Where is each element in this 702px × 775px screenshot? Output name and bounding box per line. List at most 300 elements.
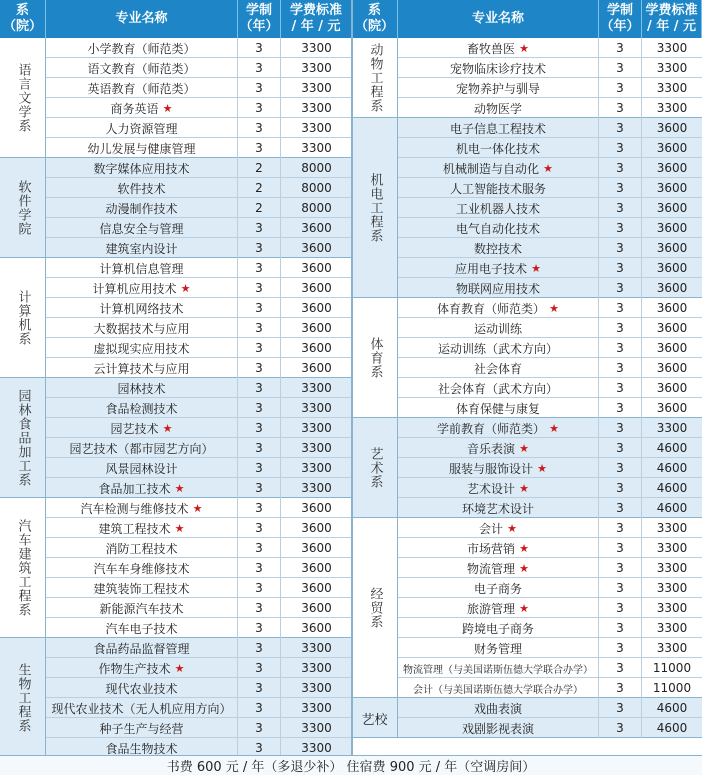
dept-name: 艺术系	[367, 447, 383, 489]
table-row	[46, 98, 352, 118]
fee-cell: 3300	[301, 401, 332, 415]
major-name: 服装与服饰设计	[449, 461, 534, 476]
table-row	[398, 538, 702, 558]
years-cell: 3	[238, 538, 281, 558]
major-name-cell	[46, 278, 238, 298]
fee-cell: 3300	[301, 101, 332, 115]
dept-label	[0, 258, 46, 378]
years-cell: 3	[238, 678, 281, 698]
featured-star-icon: ★	[162, 421, 173, 435]
years-cell: 3	[599, 198, 642, 218]
major-name-cell	[46, 238, 238, 258]
major-name: 工业机器人技术	[455, 201, 540, 216]
major-name-cell	[46, 618, 238, 638]
major-name-cell	[46, 458, 238, 478]
fee-cell: 11000	[652, 681, 692, 695]
major-name-cell	[46, 438, 238, 458]
major-name: 人工智能技术服务	[449, 181, 546, 196]
table-row	[46, 358, 352, 378]
major-name: 体育保健与康复	[455, 401, 540, 416]
featured-star-icon: ★	[174, 481, 185, 495]
years-cell: 3	[599, 298, 642, 318]
major-name: 音乐表演	[467, 441, 516, 456]
fee-cell: 3300	[301, 641, 332, 655]
years-cell: 3	[599, 58, 642, 78]
major-name: 物流管理（与美国诺斯伍德大学联合办学）	[403, 664, 593, 676]
years-cell: 3	[599, 238, 642, 258]
major-name: 建筑室内设计	[105, 241, 178, 256]
fee-cell: 3600	[301, 541, 332, 555]
major-name-cell	[46, 118, 238, 138]
major-name-cell	[398, 118, 599, 138]
table-row	[398, 578, 702, 598]
table-row	[398, 558, 702, 578]
dept-group	[0, 38, 352, 158]
major-name: 跨境电子商务	[461, 621, 534, 636]
years-cell: 3	[599, 278, 642, 298]
table-row	[398, 518, 702, 538]
table-row	[398, 398, 702, 418]
featured-star-icon: ★	[537, 461, 547, 475]
table-row	[46, 578, 352, 598]
right-table-header	[352, 0, 702, 38]
dept-group	[352, 118, 702, 298]
table-row	[398, 338, 702, 358]
major-name: 建筑装饰工程技术	[93, 581, 190, 596]
featured-star-icon: ★	[519, 41, 529, 55]
major-name: 园艺技术	[110, 421, 159, 436]
years-cell: 2	[238, 198, 281, 218]
dept-label	[352, 298, 398, 418]
major-name-cell	[398, 78, 599, 98]
major-name-cell	[46, 138, 238, 158]
major-name-cell	[46, 378, 238, 398]
fee-cell: 3300	[301, 741, 332, 755]
major-name: 软件技术	[117, 181, 166, 196]
years-cell: 3	[599, 498, 642, 518]
major-name: 云计算技术与应用	[93, 361, 190, 376]
major-name-cell	[46, 258, 238, 278]
table-row	[398, 378, 702, 398]
major-name: 旅游管理	[467, 601, 516, 616]
fee-cell: 3600	[656, 381, 688, 395]
table-row	[46, 618, 352, 638]
major-name-cell	[398, 478, 599, 498]
fee-cell: 3300	[301, 61, 332, 75]
fee-cell: 3300	[656, 61, 688, 75]
major-name: 园艺技术（都市园艺方向）	[69, 441, 214, 456]
table-row	[398, 358, 702, 378]
table-row	[46, 138, 352, 158]
fee-cell: 8000	[301, 181, 332, 195]
fee-cell: 3300	[301, 681, 332, 695]
featured-star-icon: ★	[549, 301, 559, 315]
major-name-cell	[398, 618, 599, 638]
table-row	[46, 658, 352, 678]
table-row	[398, 178, 702, 198]
years-cell: 3	[238, 378, 281, 398]
years-cell: 3	[599, 638, 642, 658]
years-cell: 3	[599, 698, 642, 718]
years-cell: 3	[599, 538, 642, 558]
years-cell: 3	[599, 678, 642, 698]
major-name: 食品生物技术	[105, 741, 178, 756]
major-name: 会计（与美国诺斯伍德大学联合办学）	[413, 684, 583, 696]
fee-cell: 3300	[656, 541, 688, 555]
dept-name: 艺校	[361, 712, 388, 728]
table-row	[398, 498, 702, 518]
header-years: 学制 （年）	[238, 0, 281, 38]
major-name-cell	[398, 158, 599, 178]
major-name: 物流管理	[467, 561, 516, 576]
fee-cell: 3600	[301, 221, 332, 235]
years-cell: 3	[238, 618, 281, 638]
years-cell: 3	[599, 598, 642, 618]
years-cell: 3	[238, 698, 281, 718]
fee-cell: 3300	[301, 141, 332, 155]
years-cell: 3	[599, 558, 642, 578]
table-row	[46, 78, 352, 98]
major-name: 信息安全与管理	[99, 221, 184, 236]
table-row	[46, 58, 352, 78]
table-row	[46, 218, 352, 238]
dept-name: 园林食品加工系	[15, 389, 31, 487]
major-name: 商务英语	[110, 101, 159, 116]
dept-group	[352, 698, 702, 738]
fee-cell: 3600	[301, 621, 332, 635]
featured-star-icon: ★	[180, 281, 191, 295]
header-years: 学制 （年）	[599, 0, 642, 38]
major-name: 市场营销	[467, 541, 516, 556]
major-name-cell	[398, 298, 599, 318]
fee-cell: 3600	[301, 341, 332, 355]
dept-name: 动物工程系	[367, 43, 383, 113]
fee-cell: 3300	[656, 561, 688, 575]
dept-group	[0, 258, 352, 378]
major-name-cell	[46, 478, 238, 498]
left-fee-table	[0, 0, 352, 758]
table-row	[398, 698, 702, 718]
fee-cell: 3300	[301, 481, 332, 495]
major-name: 机电一体化技术	[455, 141, 540, 156]
major-name: 会计	[479, 521, 504, 536]
years-cell: 3	[599, 478, 642, 498]
major-name-cell	[46, 78, 238, 98]
fee-cell: 4600	[656, 461, 688, 475]
years-cell: 3	[599, 118, 642, 138]
fee-cell: 3600	[656, 121, 688, 135]
fee-cell: 3600	[656, 301, 688, 315]
fee-cell: 4600	[656, 481, 688, 495]
years-cell: 3	[238, 278, 281, 298]
major-name-cell	[46, 358, 238, 378]
table-row	[398, 278, 702, 298]
header-major: 专业名称	[398, 0, 599, 38]
table-row	[46, 458, 352, 478]
major-name: 物联网应用技术	[455, 281, 540, 296]
table-row	[46, 558, 352, 578]
dept-name: 汽车建筑工程系	[15, 519, 31, 617]
major-name: 食品加工技术	[98, 481, 171, 496]
major-name: 汽车车身维修技术	[93, 561, 190, 576]
major-name: 运动训练	[473, 321, 522, 336]
featured-star-icon: ★	[162, 101, 173, 115]
major-name-cell	[398, 438, 599, 458]
years-cell: 3	[238, 138, 281, 158]
fee-cell: 3300	[301, 41, 332, 55]
major-name-cell	[46, 418, 238, 438]
major-name: 种子生产与经营	[99, 721, 184, 736]
major-name: 英语教育（师范类）	[87, 81, 196, 96]
major-name-cell	[398, 98, 599, 118]
table-row	[398, 298, 702, 318]
fee-cell: 3600	[656, 161, 688, 175]
dept-group	[0, 498, 352, 638]
dept-label	[352, 418, 398, 518]
major-name-cell	[46, 318, 238, 338]
major-name: 风景园林设计	[105, 461, 178, 476]
fee-cell: 3300	[656, 641, 688, 655]
dept-label	[352, 38, 398, 118]
major-name-cell	[398, 358, 599, 378]
fee-cell: 3600	[301, 281, 332, 295]
years-cell: 3	[238, 118, 281, 138]
table-row	[46, 518, 352, 538]
years-cell: 3	[599, 578, 642, 598]
dept-name: 语言文学系	[15, 63, 31, 133]
major-name-cell	[398, 718, 599, 738]
fee-cell: 3600	[301, 261, 332, 275]
fee-cell: 3600	[656, 341, 688, 355]
table-row	[46, 198, 352, 218]
major-name-cell	[398, 378, 599, 398]
years-cell: 3	[599, 218, 642, 238]
featured-star-icon: ★	[507, 521, 517, 535]
fee-cell: 3600	[656, 181, 688, 195]
fee-cell: 4600	[656, 441, 688, 455]
major-name: 作物生产技术	[98, 661, 171, 676]
table-row	[398, 598, 702, 618]
table-row	[46, 418, 352, 438]
major-name: 电子商务	[473, 581, 522, 596]
years-cell: 3	[599, 458, 642, 478]
major-name-cell	[46, 578, 238, 598]
major-name: 计算机网络技术	[99, 301, 184, 316]
featured-star-icon: ★	[519, 601, 529, 615]
fee-cell: 3300	[301, 121, 332, 135]
table-row	[46, 498, 352, 518]
years-cell: 3	[238, 478, 281, 498]
major-name-cell	[46, 178, 238, 198]
header-fee: 学费标准 / 年 / 元	[281, 0, 352, 38]
major-name-cell	[46, 538, 238, 558]
table-row	[46, 638, 352, 658]
table-row	[398, 98, 702, 118]
major-name: 计算机信息管理	[99, 261, 184, 276]
table-row	[46, 118, 352, 138]
years-cell: 3	[599, 518, 642, 538]
major-name: 小学教育（师范类）	[87, 41, 196, 56]
major-name-cell	[46, 698, 238, 718]
dept-label	[352, 698, 398, 738]
major-name-cell	[398, 58, 599, 78]
years-cell: 3	[599, 78, 642, 98]
years-cell: 3	[599, 618, 642, 638]
major-name: 财务管理	[473, 641, 522, 656]
featured-star-icon: ★	[549, 421, 559, 435]
dept-group	[352, 38, 702, 118]
table-divider	[351, 0, 353, 755]
major-name-cell	[46, 558, 238, 578]
major-name-cell	[46, 658, 238, 678]
table-row	[398, 118, 702, 138]
featured-star-icon: ★	[519, 441, 529, 455]
major-name: 宠物养护与驯导	[455, 81, 540, 96]
years-cell: 3	[599, 318, 642, 338]
table-row	[398, 58, 702, 78]
dept-group	[0, 158, 352, 258]
table-row	[46, 398, 352, 418]
years-cell: 3	[599, 338, 642, 358]
table-row	[46, 598, 352, 618]
years-cell: 3	[238, 98, 281, 118]
table-row	[46, 258, 352, 278]
fee-cell: 3600	[656, 241, 688, 255]
major-name-cell	[46, 338, 238, 358]
fee-cell: 3600	[301, 561, 332, 575]
right-fee-table	[352, 0, 702, 738]
major-name-cell	[46, 158, 238, 178]
table-row	[398, 38, 702, 58]
years-cell: 3	[238, 418, 281, 438]
major-name: 新能源汽车技术	[99, 601, 184, 616]
years-cell: 3	[238, 398, 281, 418]
table-row	[398, 218, 702, 238]
major-name-cell	[398, 418, 599, 438]
fee-cell: 4600	[656, 721, 688, 735]
fee-cell: 3600	[301, 581, 332, 595]
fee-cell: 3300	[301, 81, 332, 95]
years-cell: 3	[238, 498, 281, 518]
major-name-cell	[398, 38, 599, 58]
dept-label	[352, 518, 398, 698]
table-row	[46, 698, 352, 718]
years-cell: 3	[599, 658, 642, 678]
major-name-cell	[398, 138, 599, 158]
fee-cell: 3300	[301, 381, 332, 395]
header-dept: 系 （院）	[0, 0, 46, 38]
table-row	[46, 38, 352, 58]
major-name: 现代农业技术（无人机应用方向）	[51, 701, 232, 716]
major-name: 大数据技术与应用	[93, 321, 190, 336]
years-cell: 3	[238, 578, 281, 598]
major-name-cell	[398, 338, 599, 358]
years-cell: 3	[238, 38, 281, 58]
major-name: 幼儿发展与健康管理	[87, 141, 196, 156]
featured-star-icon: ★	[543, 161, 553, 175]
years-cell: 3	[599, 98, 642, 118]
major-name: 应用电子技术	[455, 261, 528, 276]
major-name-cell	[398, 538, 599, 558]
major-name-cell	[46, 38, 238, 58]
dept-name: 机电工程系	[367, 173, 383, 243]
major-name: 人力资源管理	[105, 121, 178, 136]
years-cell: 3	[599, 378, 642, 398]
major-name-cell	[398, 698, 599, 718]
years-cell: 3	[238, 438, 281, 458]
table-row	[46, 538, 352, 558]
major-name-cell	[46, 98, 238, 118]
table-row	[46, 478, 352, 498]
table-row	[398, 78, 702, 98]
featured-star-icon: ★	[519, 561, 529, 575]
table-row	[46, 338, 352, 358]
major-name: 汽车检测与维修技术	[80, 501, 189, 516]
fee-cell: 3600	[656, 221, 688, 235]
major-name-cell	[398, 598, 599, 618]
dept-label	[0, 498, 46, 638]
table-row	[46, 298, 352, 318]
table-row	[398, 678, 702, 698]
major-name: 食品药品监督管理	[93, 641, 190, 656]
years-cell: 3	[238, 718, 281, 738]
years-cell: 3	[238, 58, 281, 78]
fee-cell: 3300	[656, 81, 688, 95]
years-cell: 3	[599, 718, 642, 738]
table-row	[398, 618, 702, 638]
years-cell: 3	[599, 418, 642, 438]
fee-cell: 3600	[656, 201, 688, 215]
fee-cell: 3300	[656, 621, 688, 635]
major-name-cell	[398, 678, 599, 698]
major-name-cell	[398, 458, 599, 478]
fee-cell: 3600	[301, 521, 332, 535]
major-name: 体育教育（师范类）	[437, 301, 546, 316]
table-row	[398, 198, 702, 218]
major-name: 环境艺术设计	[461, 501, 534, 516]
years-cell: 3	[238, 238, 281, 258]
featured-star-icon: ★	[174, 521, 185, 535]
fee-cell: 8000	[301, 161, 332, 175]
major-name: 园林技术	[117, 381, 166, 396]
fee-cell: 3600	[301, 361, 332, 375]
major-name-cell	[398, 278, 599, 298]
major-name-cell	[46, 598, 238, 618]
table-row	[46, 278, 352, 298]
years-cell: 2	[238, 158, 281, 178]
featured-star-icon: ★	[531, 261, 541, 275]
fee-cell: 3300	[656, 41, 688, 55]
table-row	[398, 318, 702, 338]
major-name: 现代农业技术	[105, 681, 178, 696]
major-name: 电子信息工程技术	[449, 121, 546, 136]
fee-cell: 3600	[656, 281, 688, 295]
fee-cell: 3600	[656, 141, 688, 155]
fee-cell: 3600	[301, 241, 332, 255]
table-row	[46, 178, 352, 198]
table-row	[398, 138, 702, 158]
fee-cell: 3300	[656, 421, 688, 435]
major-name: 虚拟现实应用技术	[93, 341, 190, 356]
dept-label	[0, 158, 46, 258]
major-name: 戏曲表演	[473, 701, 522, 716]
years-cell: 3	[599, 158, 642, 178]
table-row	[398, 238, 702, 258]
major-name-cell	[46, 518, 238, 538]
fee-cell: 3300	[301, 461, 332, 475]
featured-star-icon: ★	[519, 541, 529, 555]
dept-label	[352, 118, 398, 298]
